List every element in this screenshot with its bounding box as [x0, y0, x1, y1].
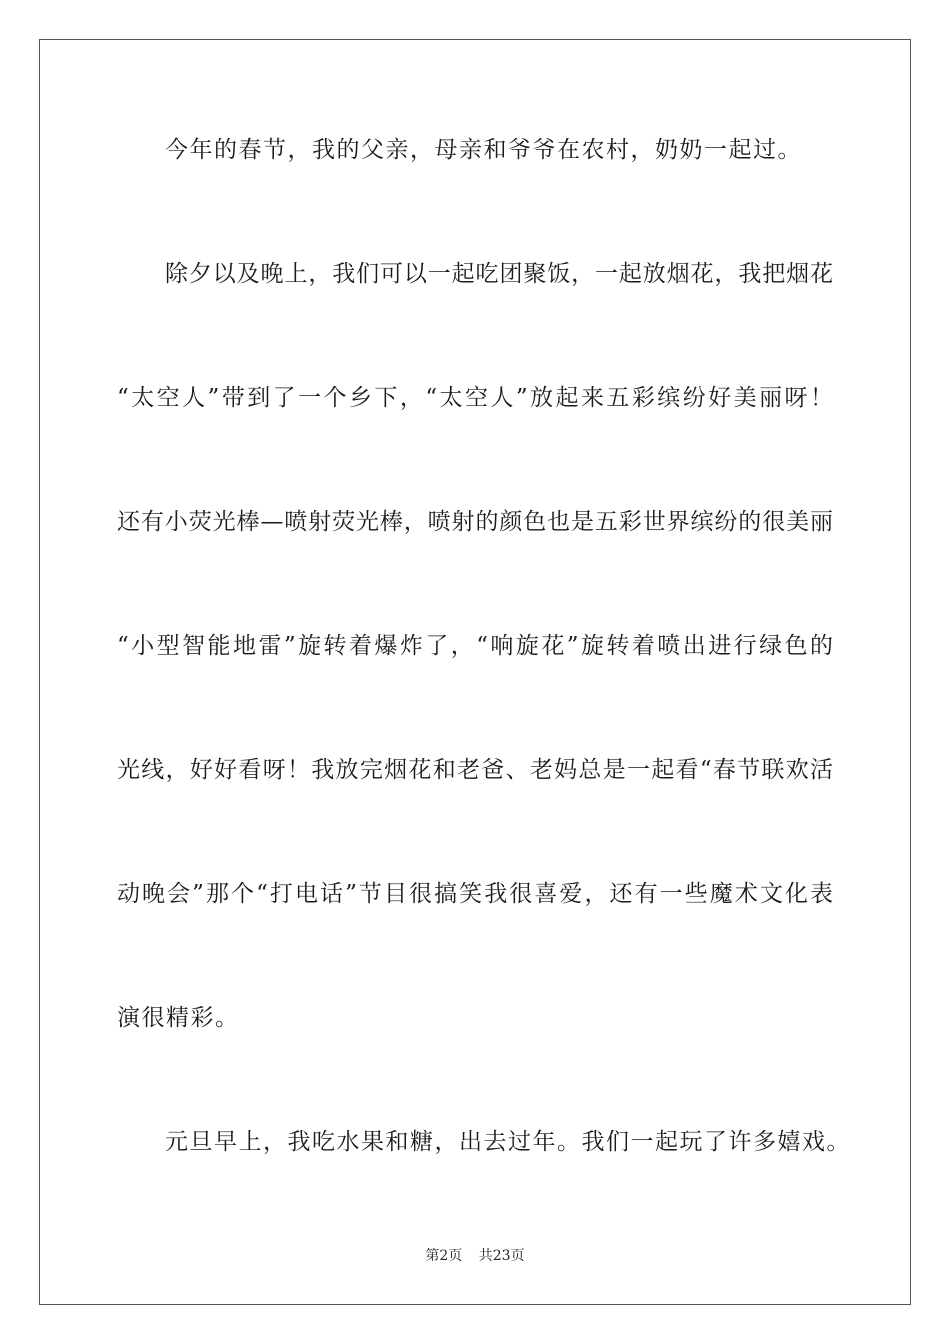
paragraph-2-line-7: 演很精彩。 — [117, 1005, 240, 1031]
page-number: 第2页 — [425, 1248, 463, 1264]
paragraph-2-line-3: 还有小荧光棒—喷射荧光棒，喷射的颜色也是五彩世界缤纷的很美丽 — [117, 509, 833, 535]
paragraph-2-line-1: 除夕以及晚上，我们可以一起吃团聚饭，一起放烟花，我把烟花 — [165, 261, 833, 287]
paragraph-2-line-5: 光线，好好看呀！我放完烟花和老爸、老妈总是一起看“春节联欢活 — [117, 757, 833, 783]
paragraph-1-line-1: 今年的春节，我的父亲，母亲和爷爷在农村，奶奶一起过。 — [165, 137, 802, 163]
page-total: 共23页 — [478, 1248, 525, 1264]
paragraph-2-line-4: “小型智能地雷”旋转着爆炸了，“响旋花”旋转着喷出进行绿色的 — [117, 633, 833, 659]
paragraph-2-line-2: “太空人”带到了一个乡下，“太空人”放起来五彩缤纷好美丽呀！ — [117, 385, 833, 411]
page-footer — [0, 1247, 950, 1265]
paragraph-2-line-6: 动晚会”那个“打电话”节目很搞笑我很喜爱，还有一些魔术文化表 — [117, 881, 833, 907]
paragraph-3-line-1: 元旦早上，我吃水果和糖，出去过年。我们一起玩了许多嬉戏。 — [165, 1129, 851, 1155]
page-border — [39, 39, 911, 1305]
